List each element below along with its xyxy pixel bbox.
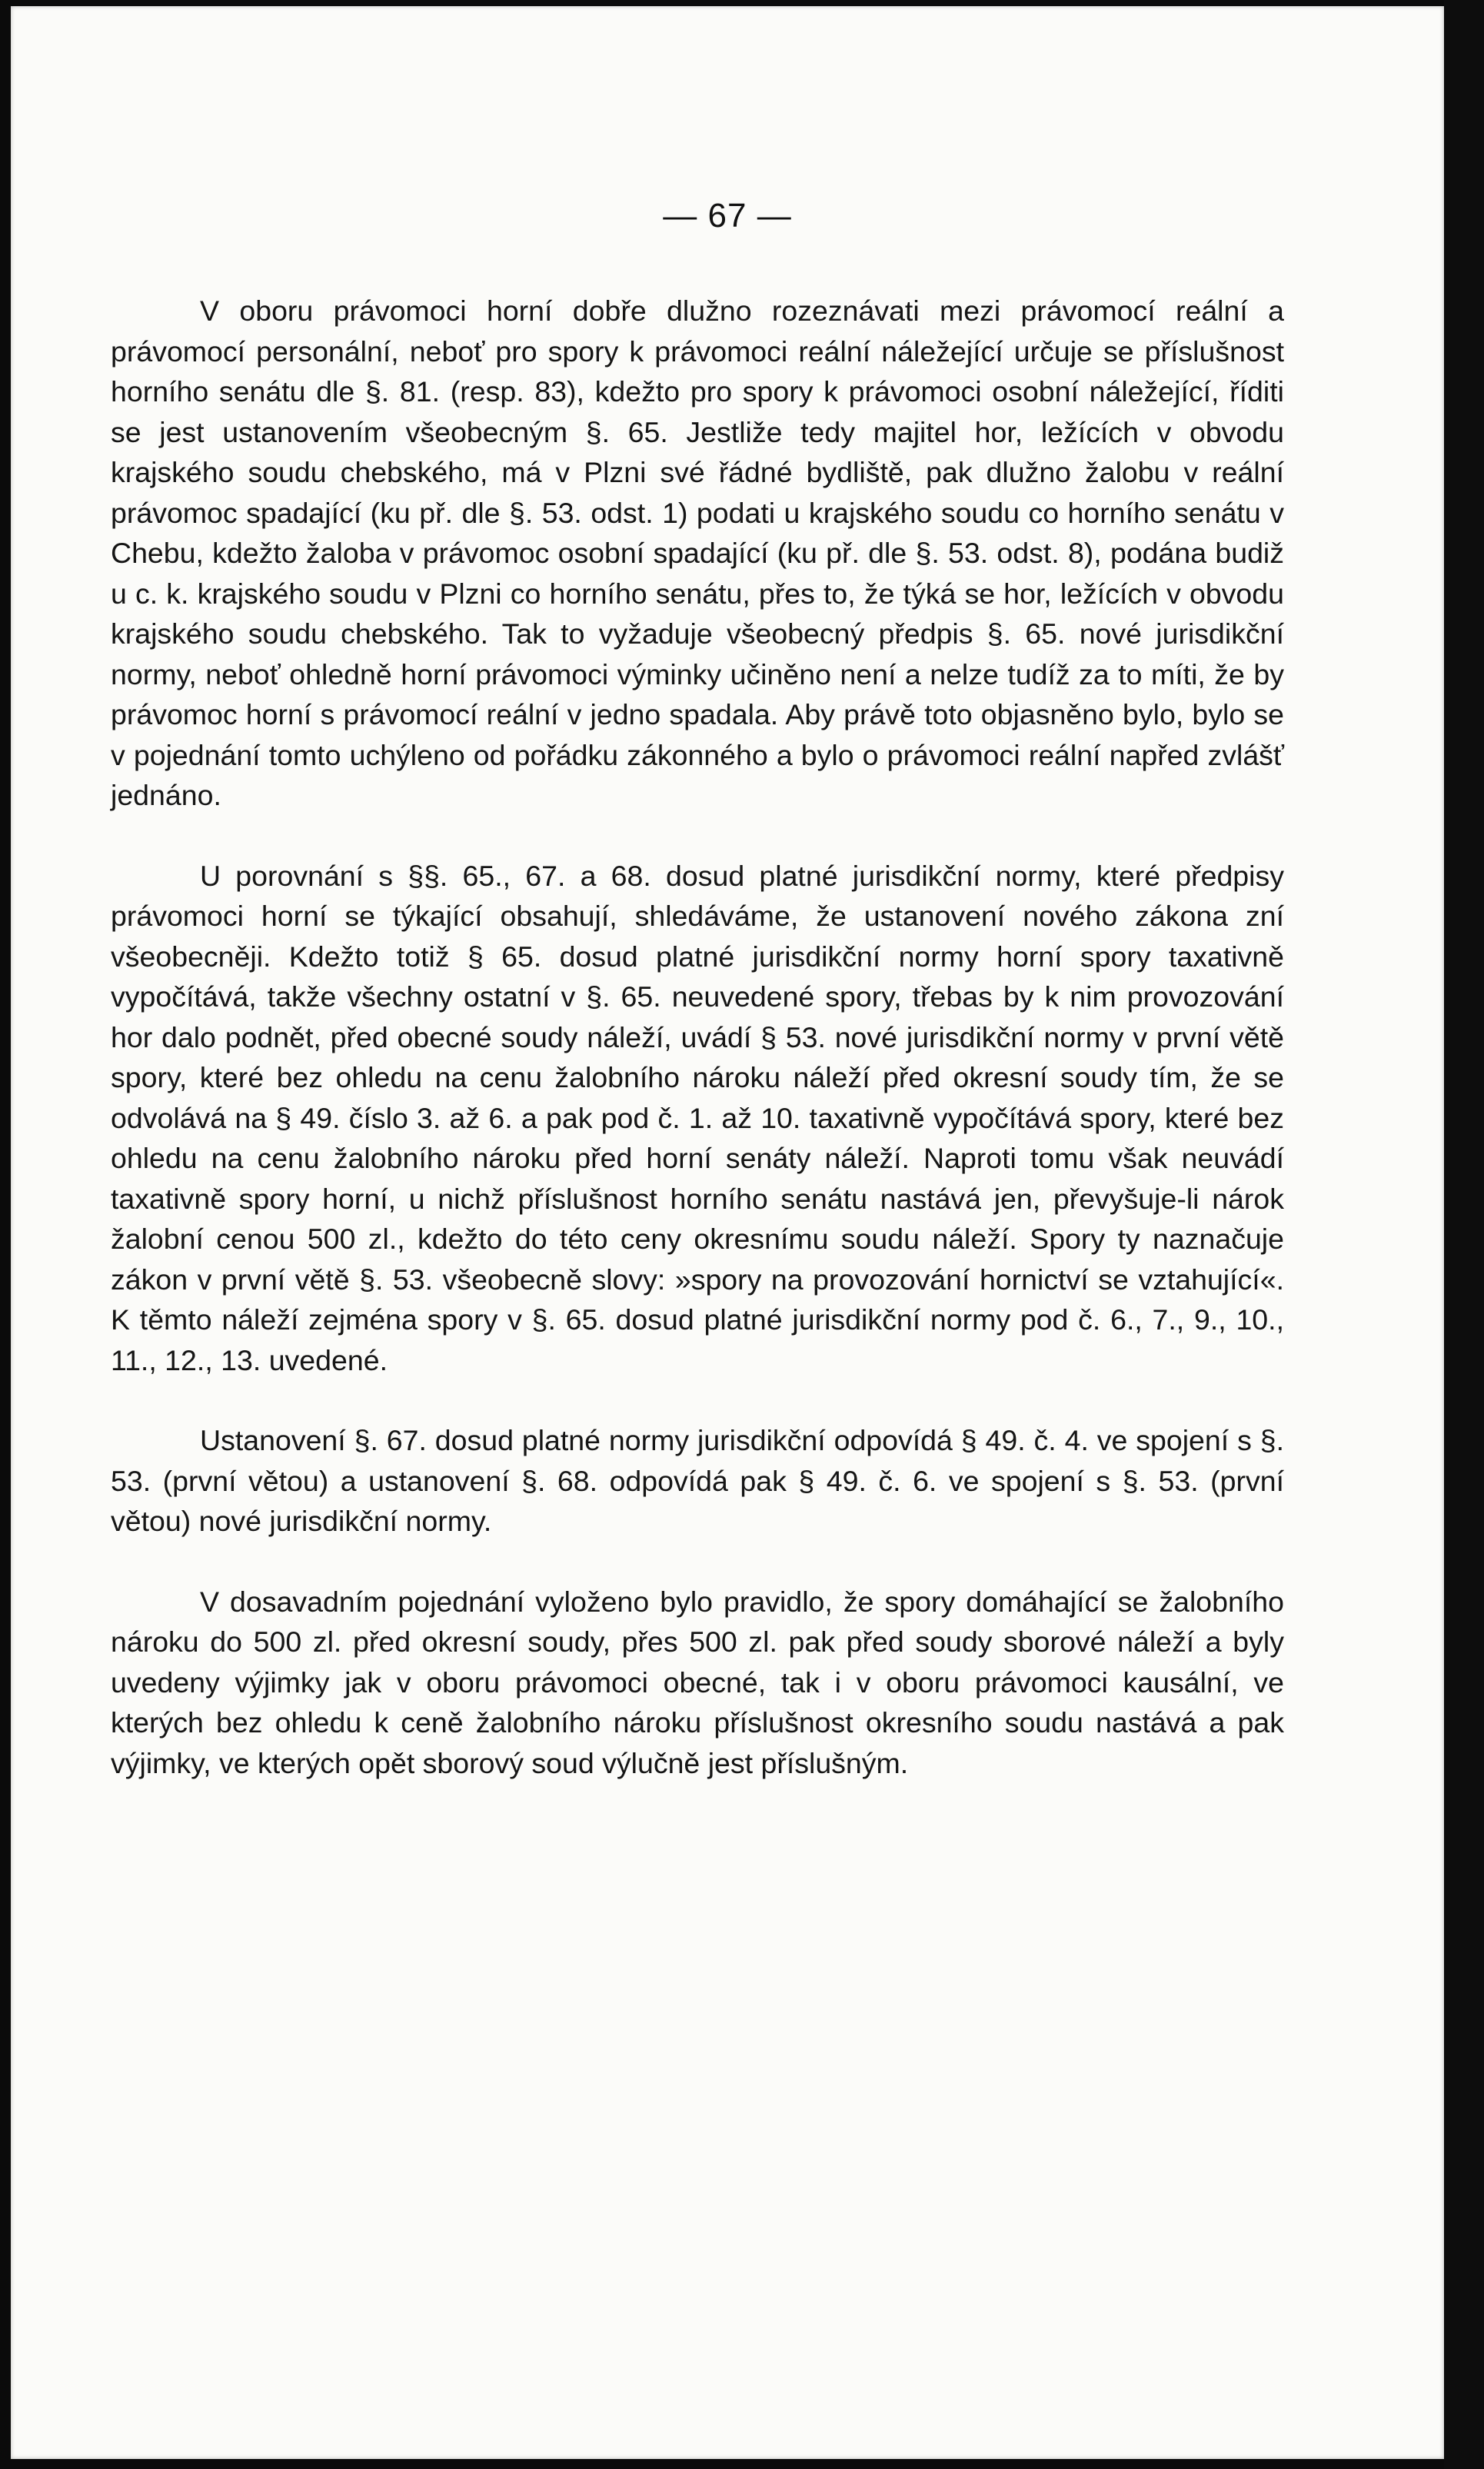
book-page bbox=[11, 6, 1444, 2459]
scan-edge bbox=[1444, 0, 1484, 2469]
paragraph-3: Ustanovení §. 67. dosud platné normy jurisdikční odpovídá § 49. č. 4. ve spojení s §. 53. (první větou) a ustanovení §. 68. odpovídá pak § 49. č. 6. ve spojení s §. 53. (první větou) nové jurisdikční normy. bbox=[111, 1424, 1284, 1537]
body-text bbox=[111, 291, 1284, 1783]
paragraph-2: U porovnání s §§. 65., 67. a 68. dosud platné jurisdikční normy, které předpisy právomoci horní se týkající obsahují, shledáváme, že ustanovení nového zákona zní všeobecněji. Kdežto totiž § 65. dosud platné jurisdikční normy horní spory taxativně vypočítává, takže všechny ostatní v §. 65. neuvedené spory, třebas by k nim provozování hor dalo podnět, před obecné soudy náleží, uvádí § 53. nové jurisdikční normy v první větě spory, které bez ohledu na cenu žalobního nároku náleží před okresní soudy tím, že se odvolává na § 49. číslo 3. až 6. a pak pod č. 1. až 10. taxativně vypočítává spory, které bez ohledu na cenu žalobního nároku před horní senáty náleží. Naproti tomu však neuvádí taxativně spory horní, u nichž příslušnost horního senátu nastává jen, převyšuje-li nárok žalobní cenou 500 zl., kdežto do této ceny okresnímu soudu náleží. Spory ty naznačuje zákon v první větě §. 53. všeobecně slovy: »spory na provozování hornictví se vztahující«. K těmto náleží zejména spory v §. 65. dosud platné jurisdikční normy pod č. 6., 7., 9., 10., 11., 12., 13. uvedené. bbox=[111, 859, 1284, 1376]
page-number: — 67 — bbox=[663, 197, 792, 235]
paragraph-1: V oboru právomoci horní dobře dlužno rozeznávati mezi právomocí reální a právomocí personální, neboť pro spory k právomoci reální náležející určuje se příslušnost horního senátu dle §. 81. (resp. 83), kdežto pro spory k právomoci osobní náležející, říditi se jest ustanovením všeobecným §. 65. Jestliže tedy majitel hor, ležících v obvodu krajského soudu chebského, má v Plzni své řádné bydliště, pak dlužno žalobu v reální právomoc spadající (ku př. dle §. 53. odst. 1) podati u krajského soudu co horního senátu v Chebu, kdežto žaloba v právomoc osobní spadající (ku př. dle §. 53. odst. 8), podána budiž u c. k. krajského soudu v Plzni co horního senátu, přes to, že týká se hor, ležících v obvodu krajského soudu chebského. Tak to vyžaduje všeobecný předpis §. 65. nové jurisdikční normy, neboť ohledně horní právomoci výminky učiněno není a nelze tudíž za to míti, že by právomoc horní s právomocí reální v jedno spadala. Aby právě toto objasněno bylo, bylo se v pojednání tomto uchýleno od pořádku zákonného a bylo o právomoci reální napřed zvlášť jednáno. bbox=[111, 294, 1284, 811]
paragraph-4: V dosavadním pojednání vyloženo bylo pravidlo, že spory domáhající se žalobního nároku do 500 zl. před okresní soudy, přes 500 zl. pak před soudy sborové náleží a byly uvedeny výjimky jak v oboru právomoci obecné, tak i v oboru právomoci kausální, ve kterých bez ohledu k ceně žalobního nároku příslušnost okresního soudu nastává a pak výjimky, ve kterých opět sborový soud výlučně jest příslušným. bbox=[111, 1585, 1284, 1779]
